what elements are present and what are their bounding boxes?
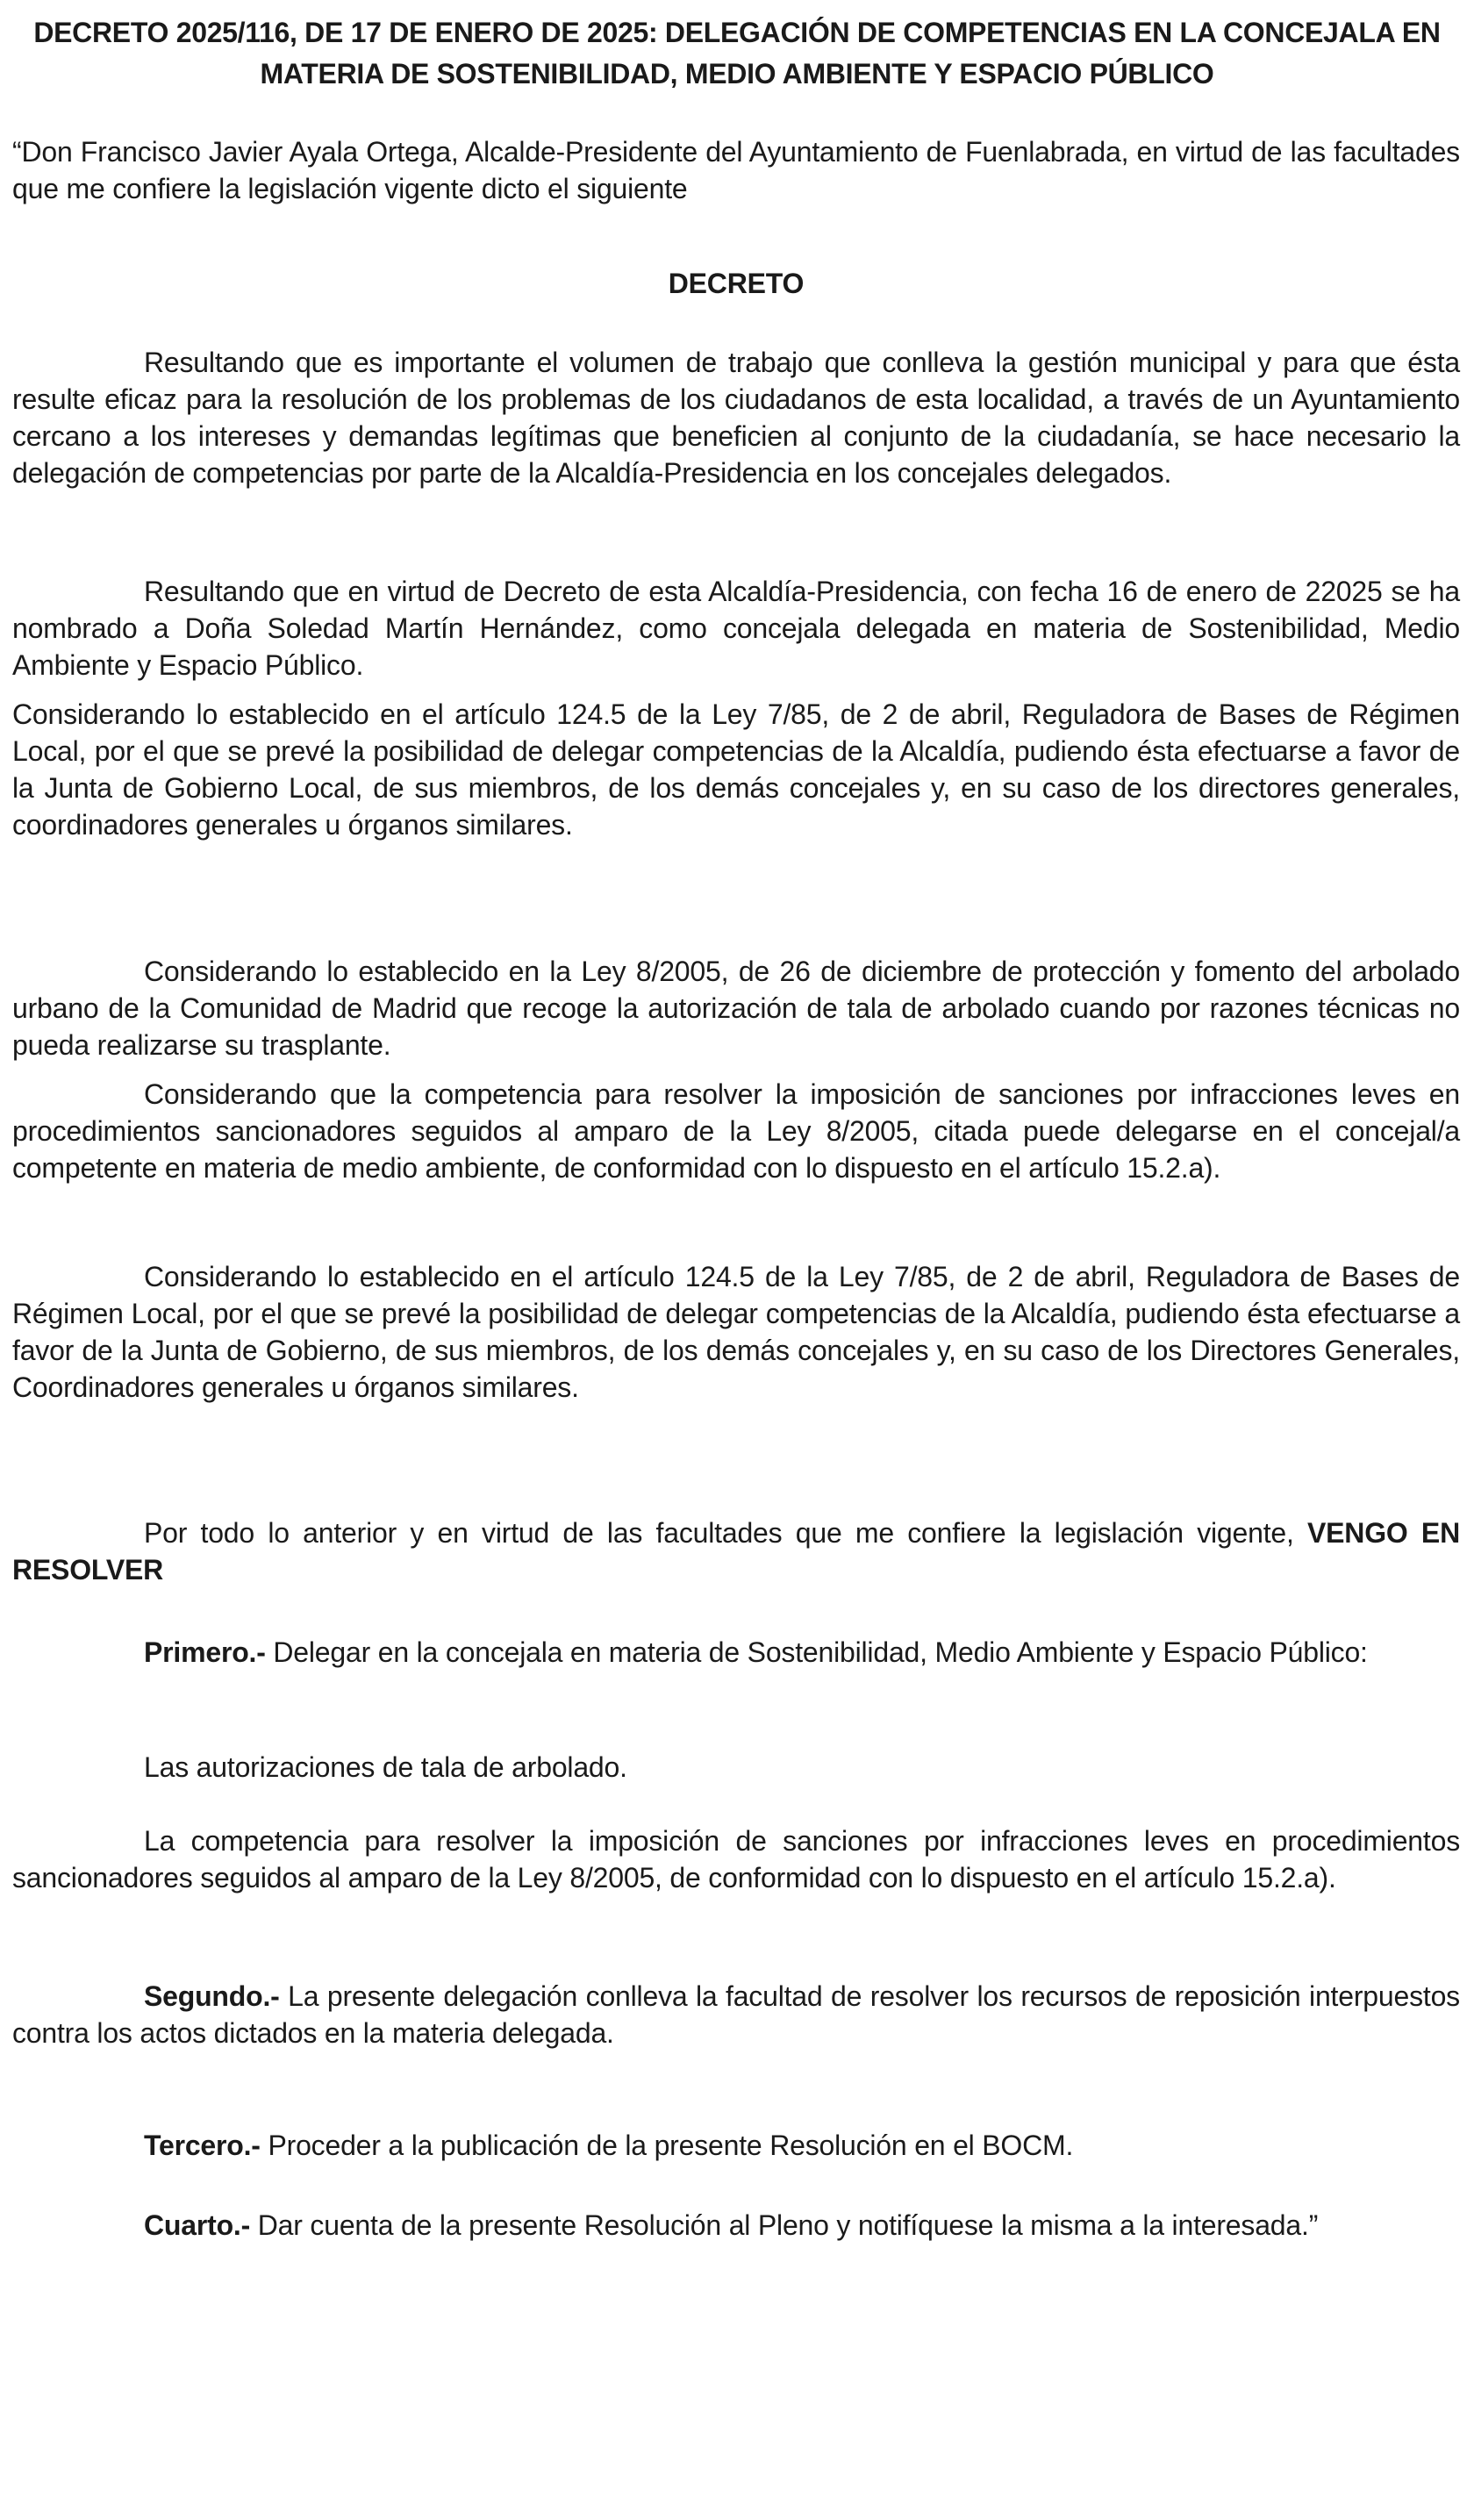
- paragraph-resolver: [12, 1514, 1460, 1588]
- cuarto-text: Dar cuenta de la presente Resolución al Pleno y notifíquese la misma a la interesada.”: [257, 2209, 1319, 2241]
- segundo-label: Segundo.-: [144, 1980, 280, 2012]
- primero-text: Delegar en la concejala en materia de Sostenibilidad, Medio Ambiente y Espacio Público:: [273, 1636, 1368, 1668]
- paragraph-resultando-2: Resultando que en virtud de Decreto de esta Alcaldía-Presidencia, con fecha 16 de enero de 22025 se ha nombrado a Doña Soledad Martín Hernández, como concejala delegada en materia de Sostenibilidad, Medio Ambiente y Espacio Público.: [12, 576, 1460, 681]
- paragraph-primero: [12, 1634, 1460, 1671]
- tercero-text: Proceder a la publicación de la presente Resolución en el BOCM.: [268, 2130, 1074, 2161]
- paragraph-considerando-1: Considerando lo establecido en el artículo 124.5 de la Ley 7/85, de 2 de abril, Reguladora de Bases de Régimen Local, por el que se prevé la posibilidad de delegar competencias de la Alcaldía, pudiendo ésta efectuarse a favor de la Junta de Gobierno Local, de sus miembros, de los demás concejales y, en su caso de los directores generales, coordinadores generales u órganos similares.: [12, 698, 1460, 841]
- item-sanciones: La competencia para resolver la imposición de sanciones por infracciones leves en procedimientos sancionadores seguidos al amparo de la Ley 8/2005, de conformidad con lo dispuesto en el artículo 15.2.a).: [12, 1825, 1460, 1894]
- decreto-heading: DECRETO: [668, 268, 805, 299]
- item-tala: Las autorizaciones de tala de arbolado.: [144, 1751, 627, 1783]
- paragraph-tercero: [12, 2127, 1460, 2164]
- document-title: DECRETO 2025/116, DE 17 DE ENERO DE 2025: DELEGACIÓN DE COMPETENCIAS EN LA CONCEJALA EN MATERIA DE SOSTENIBILIDAD, MEDIO AMBIENTE Y ESPACIO PÚBLICO: [33, 17, 1441, 89]
- paragraph-resultando-1: Resultando que es importante el volumen de trabajo que conlleva la gestión municipal y para que ésta resulte eficaz para la resolución de los problemas de los ciudadanos de esta localidad, a través de un Ayuntamiento cercano a los intereses y demandas legítimas que beneficien al conjunto de la ciudadanía, se hace necesario la delegación de competencias por parte de la Alcaldía-Presidencia en los concejales delegados.: [12, 347, 1460, 489]
- paragraph-segundo: [12, 1978, 1460, 2051]
- segundo-text: La presente delegación conlleva la facultad de resolver los recursos de reposición interpuestos contra los actos dictados en la materia delegada.: [12, 1980, 1460, 2049]
- tercero-label: Tercero.-: [144, 2130, 261, 2161]
- paragraph-considerando-4: Considerando lo establecido en el artículo 124.5 de la Ley 7/85, de 2 de abril, Reguladora de Bases de Régimen Local, por el que se prevé la posibilidad de delegar competencias de la Alcaldía, pudiendo ésta efectuarse a favor de la Junta de Gobierno, de sus miembros, de los demás concejales y, en su caso de los Directores Generales, Coordinadores generales u órganos similares.: [12, 1261, 1460, 1403]
- paragraph-considerando-2: Considerando lo establecido en la Ley 8/2005, de 26 de diciembre de protección y fomento del arbolado urbano de la Comunidad de Madrid que recoge la autorización de tala de arbolado cuando por razones técnicas no pueda realizarse su trasplante.: [12, 956, 1460, 1061]
- paragraph-considerando-3: Considerando que la competencia para resolver la imposición de sanciones por infracciones leves en procedimientos sancionadores seguidos al amparo de la Ley 8/2005, citada puede delegarse en el concejal/a competente en materia de medio ambiente, de conformidad con lo dispuesto en el artículo 15.2.a).: [12, 1078, 1460, 1184]
- paragraph-cuarto: [12, 2207, 1460, 2244]
- resolver-bold: VENGO EN RESOLVER: [12, 1517, 1460, 1586]
- primero-label: Primero.-: [144, 1636, 266, 1668]
- intro-paragraph: “Don Francisco Javier Ayala Ortega, Alcalde-Presidente del Ayuntamiento de Fuenlabrada, en virtud de las facultades que me confiere la legislación vigente dicto el siguiente: [12, 136, 1460, 204]
- resolver-text: Por todo lo anterior y en virtud de las facultades que me confiere la legislación vigente,: [144, 1517, 1294, 1549]
- cuarto-label: Cuarto.-: [144, 2209, 251, 2241]
